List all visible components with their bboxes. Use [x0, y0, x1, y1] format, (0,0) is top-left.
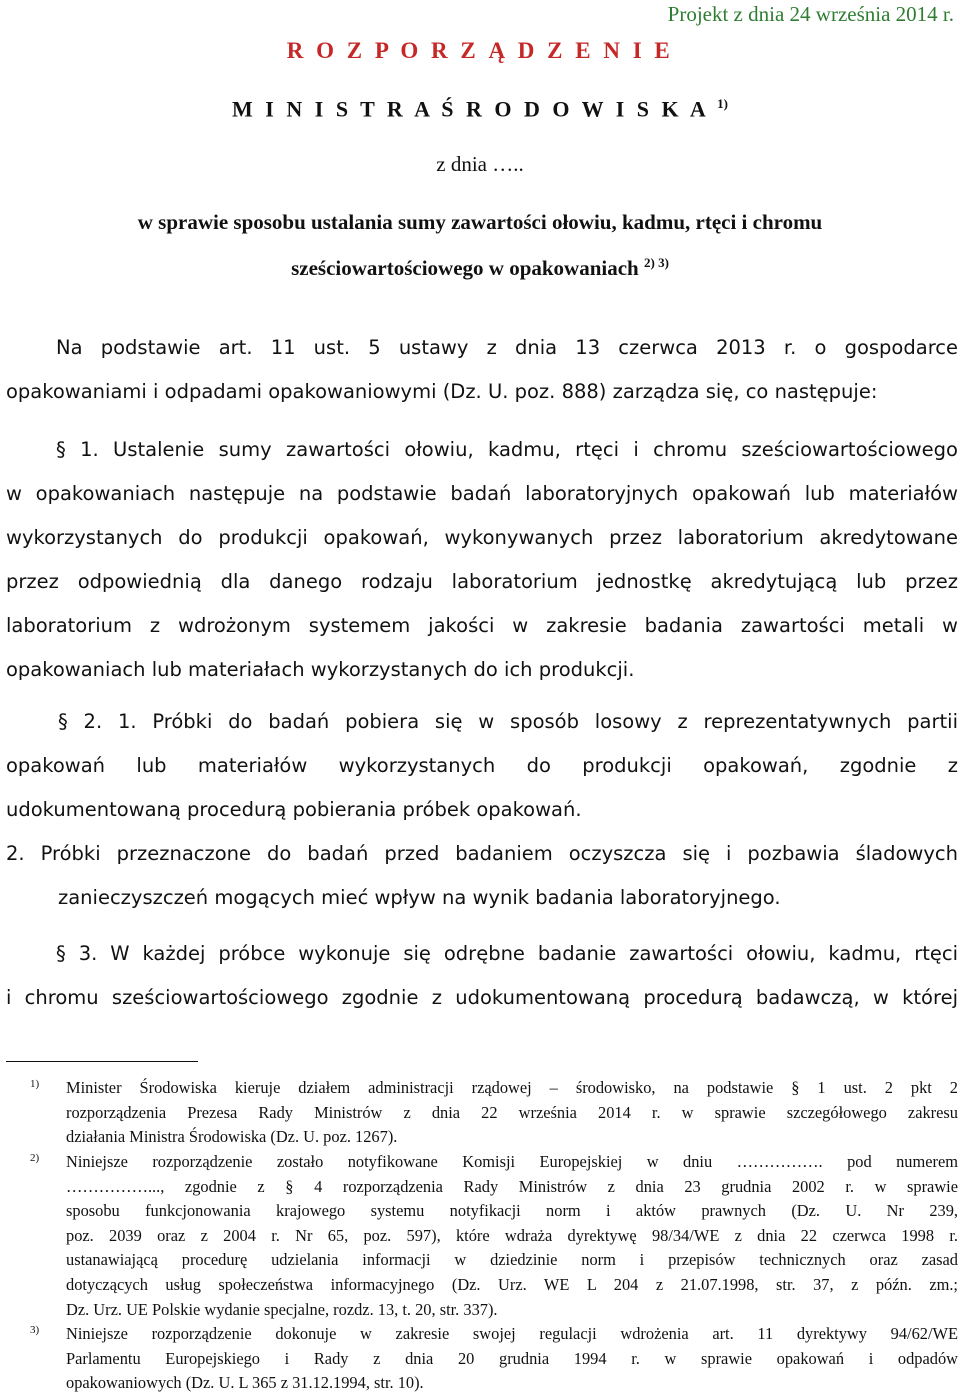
section-1-line: wykorzystanych do produkcji opakowań, wykonywanych przez laboratorium akredytowane — [6, 526, 958, 549]
subject-text: sześciowartościowego w opakowaniach — [291, 256, 639, 280]
section-1-line: § 1. Ustalenie sumy zawartości ołowiu, kadmu, rtęci i chromu sześciowartościowego — [56, 438, 958, 461]
minister-heading — [0, 96, 960, 122]
section-1-line: w opakowaniach następuje na podstawie badań laboratoryjnych opakowań lub materiałów — [6, 482, 958, 505]
footnote-ref-1[interactable]: 1) — [717, 96, 728, 111]
section-2-2-line: zanieczyszczeń mogących mieć wpływ na wynik badania laboratoryjnego. — [58, 886, 781, 909]
section-3-line: § 3. W każdej próbce wykonuje się odrębne badanie zawartości ołowiu, kadmu, rtęci — [56, 942, 958, 965]
footnote-ref-2-3[interactable]: 2) 3) — [643, 255, 669, 270]
footnote-line: opakowaniowych (Dz. U. L 365 z 31.12.1994, str. 10). — [66, 1373, 424, 1393]
section-2-1-line: opakowań lub materiałów wykorzystanych do produkcji opakowań, zgodnie z — [6, 754, 958, 777]
subject-line-1: w sprawie sposobu ustalania sumy zawartości ołowiu, kadmu, rtęci i chromu — [137, 210, 823, 234]
minister-name: M I N I S T R A Ś R O D O W I S K A — [232, 96, 709, 122]
footnote-mark: 3) — [30, 1324, 40, 1336]
footnote-line: Niniejsze rozporządzenie dokonuje w zakresie swojej regulacji wdrożenia art. 11 dyrektywy 94/62/WE — [66, 1324, 958, 1343]
footnote-1 — [6, 1076, 958, 1150]
preamble-line: Na podstawie art. 11 ust. 5 ustawy z dnia 13 czerwca 2013 r. o gospodarce — [56, 336, 958, 359]
footnote-line: dotyczących usług społeczeństwa informacyjnego (Dz. Urz. WE L 204 z 21.07.1998, str. 37, z późn. zm.; — [66, 1274, 958, 1294]
section-2-2-line: 2. Próbki przeznaczone do badań przed badaniem oczyszcza się i pozbawia śladowych — [6, 842, 958, 865]
footnote-line: Minister Środowiska kieruje działem administracji rządowej – środowisko, na podstawie § 1 ust. 2 pkt 2 — [66, 1078, 958, 1097]
footnote-line: ustanawiającą procedurę udzielania informacji w dziedzinie norm i przepisów technicznych oraz zasad — [66, 1250, 958, 1270]
section-1-line: laboratorium z wdrożonym systemem jakości w zakresie badania zawartości metali w — [6, 614, 958, 637]
section-2-1-line: § 2. 1. Próbki do badań pobiera się w sposób losowy z reprezentatywnych partii — [58, 710, 958, 733]
footnote-line: ……………..., zgodnie z § 4 rozporządzenia Rady Ministrów z dnia 23 grudnia 2002 r. w sprawie — [66, 1176, 958, 1196]
footnote-line: Parlamentu Europejskiego i Rady z dnia 20 grudnia 1994 r. w sprawie opakowań i odpadów — [66, 1348, 958, 1368]
section-2-1-line: udokumentowaną procedurą pobierania próbek opakowań. — [6, 798, 582, 821]
footnote-mark: 1) — [30, 1078, 40, 1090]
section-1-line: opakowaniach lub materiałach wykorzystanych do ich produkcji. — [6, 658, 635, 681]
footnote-3 — [6, 1322, 958, 1396]
preamble-line: opakowaniami i odpadami opakowaniowymi (Dz. U. poz. 888) zarządza się, co następuje: — [6, 380, 878, 403]
footnote-line: poz. 2039 oraz z 2004 r. Nr 65, poz. 597), które wdraża dyrektywę 98/34/WE z dnia 22 czerwca 1998 r. — [66, 1225, 958, 1245]
footnote-2 — [6, 1150, 958, 1322]
document-title: R O Z P O R Z Ą D Z E N I E — [286, 38, 674, 63]
section-2-1 — [6, 700, 958, 832]
draft-date-note: Projekt z dnia 24 września 2014 r. — [667, 2, 954, 26]
footnote-mark: 2) — [30, 1152, 40, 1164]
section-3 — [6, 932, 958, 1020]
section-2-2 — [6, 832, 958, 920]
footnote-line: Dz. Urz. UE Polskie wydanie specjalne, rozdz. 13, t. 20, str. 337). — [66, 1299, 498, 1319]
section-3-line: i chromu sześciowartościowego zgodnie z udokumentowaną procedurą badawczą, w której — [6, 986, 958, 1009]
issue-date: z dnia ….. — [436, 152, 524, 176]
footnote-line: rozporządzenia Prezesa Rady Ministrów z dnia 22 września 2014 r. w sprawie szczegółowego zakresu — [66, 1102, 958, 1122]
footnote-separator — [6, 1061, 198, 1062]
footnote-line: Niniejsze rozporządzenie zostało notyfikowane Komisji Europejskiej w dniu ……………. pod numerem — [66, 1152, 958, 1171]
preamble — [6, 326, 958, 414]
section-1 — [6, 428, 958, 692]
section-1-line: przez odpowiednią dla danego rodzaju laboratorium jednostkę akredytującą lub przez — [6, 570, 958, 593]
subject-line-2 — [0, 255, 960, 281]
footnote-line: działania Ministra Środowiska (Dz. U. poz. 1267). — [66, 1127, 398, 1147]
footnote-line: sposobu funkcjonowania krajowego systemu notyfikacji norm i aktów prawnych (Dz. U. Nr 239, — [66, 1201, 958, 1221]
